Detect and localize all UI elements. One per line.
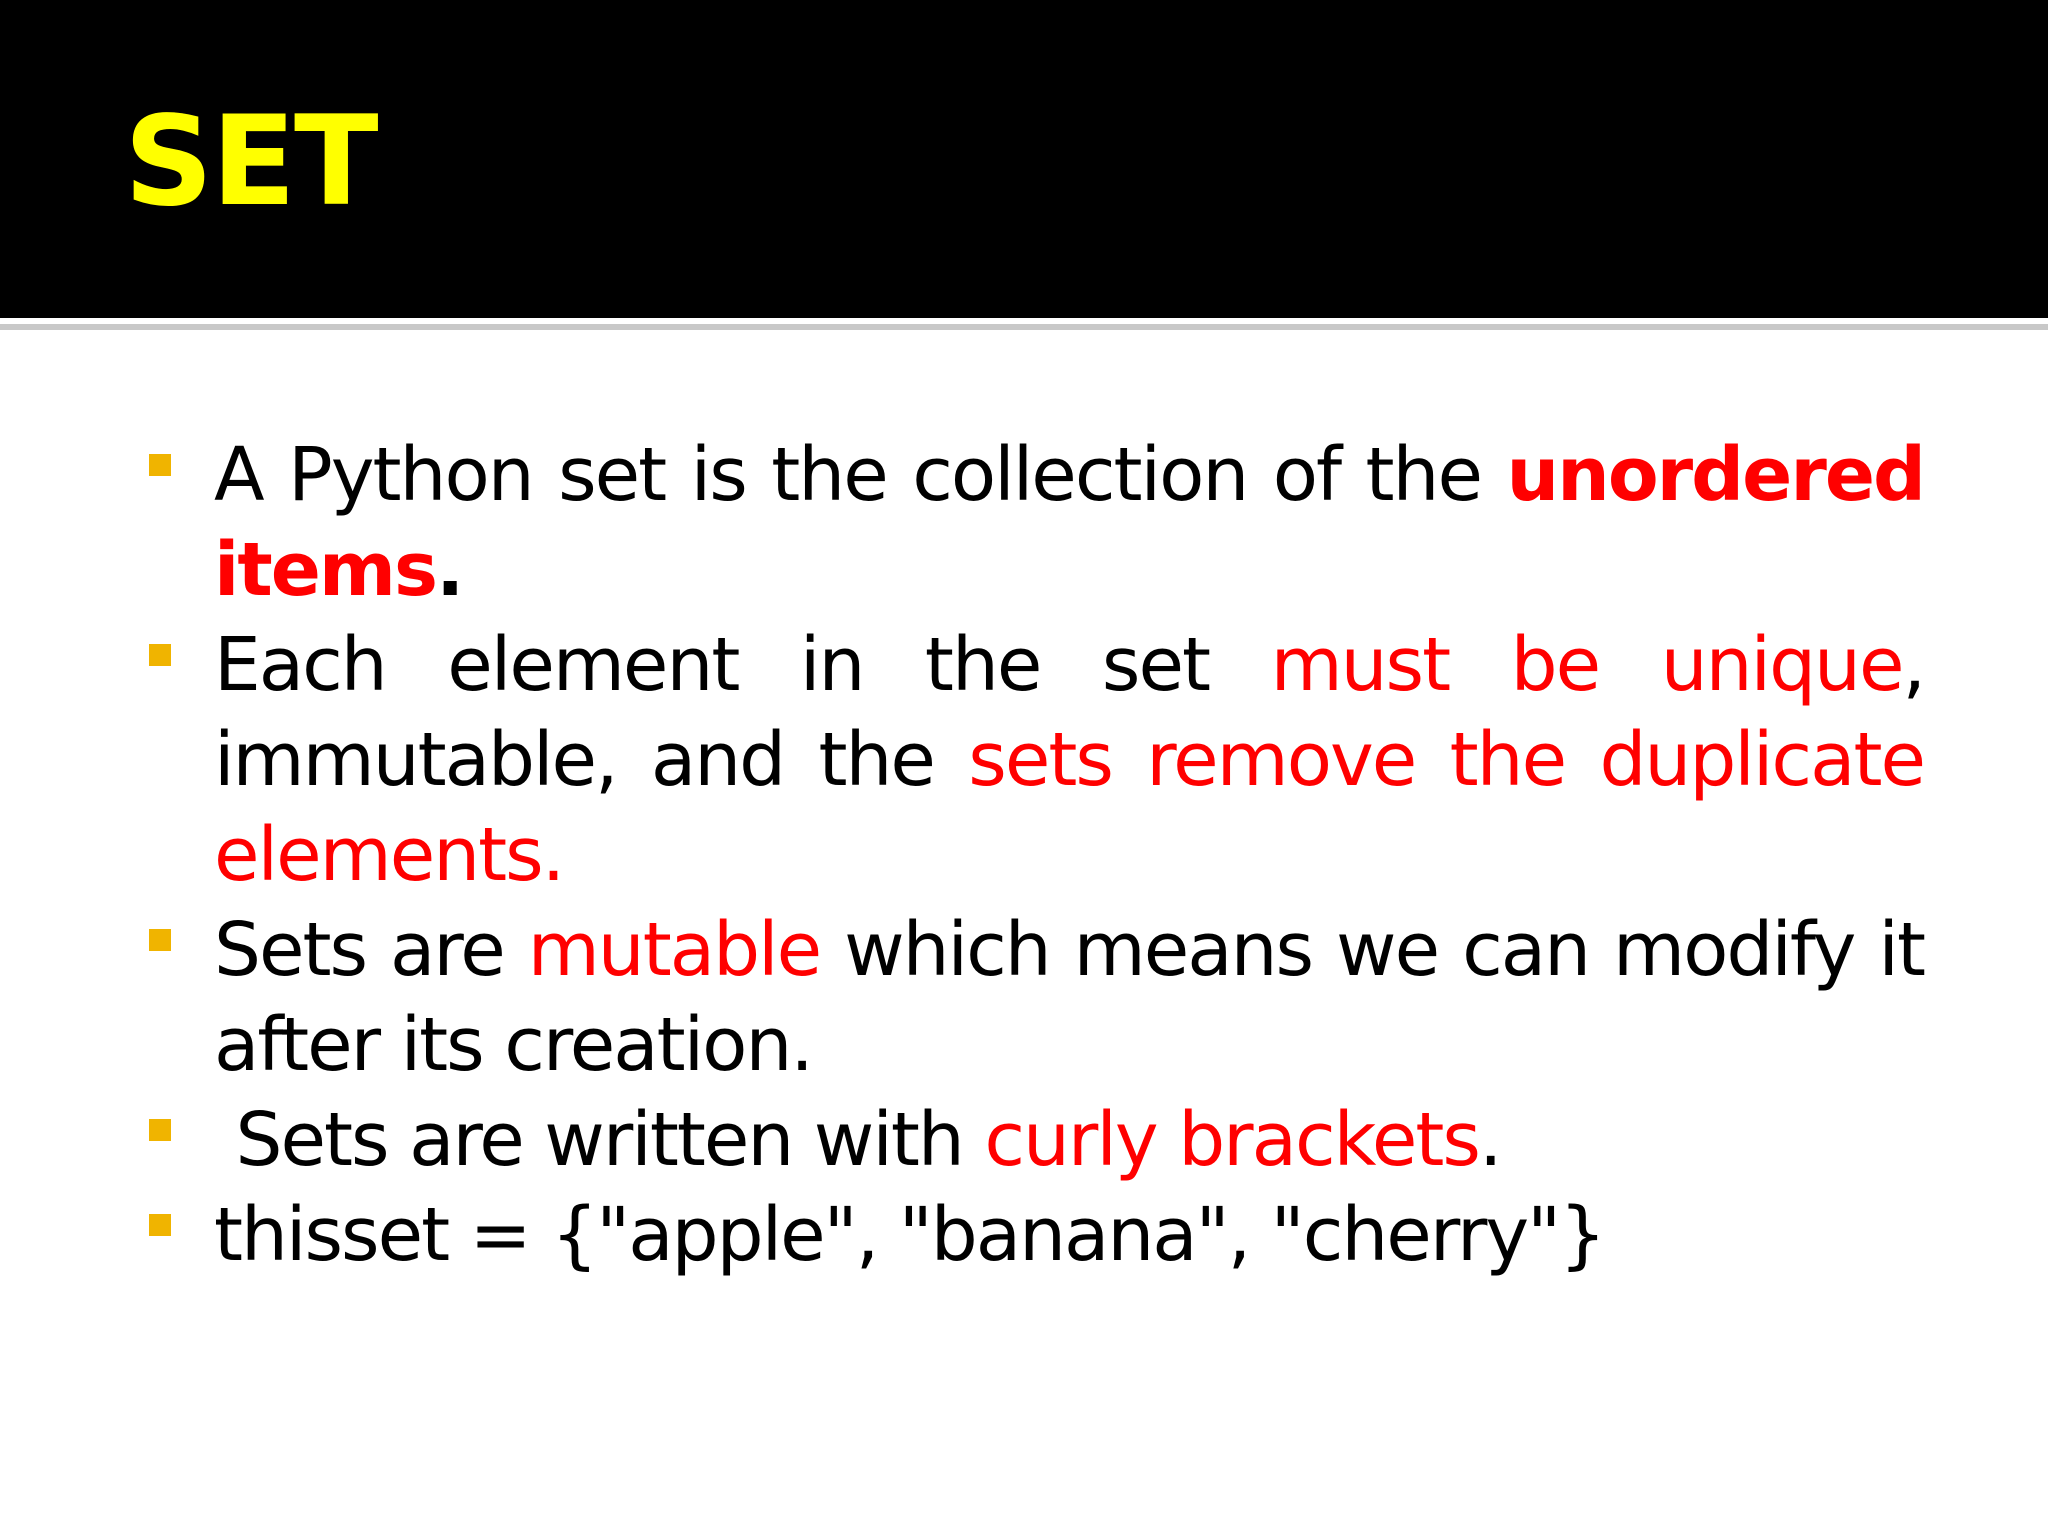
square-bullet-icon <box>149 644 171 666</box>
bullet-text-segment: , immutable, and the <box>214 622 1924 803</box>
bullet-item <box>140 1188 1924 1283</box>
bullet-text-segment: thisset = {"apple", "banana", "cherry"} <box>214 1192 1605 1278</box>
bullet-text-segment: A Python set is the collection of the <box>214 432 1507 518</box>
bullet-text-segment: . <box>1478 1097 1501 1183</box>
square-bullet-icon <box>149 454 171 476</box>
bullet-text-segment: Sets are written with <box>214 1097 985 1183</box>
slide-title: SET <box>124 90 377 234</box>
bullet-text-segment: sets remove the duplicate elements. <box>214 717 1924 898</box>
square-bullet-icon <box>149 1119 171 1141</box>
bullet-text-segment: which means we can modify it after its creation. <box>214 907 1924 1088</box>
bullet-item <box>140 618 1924 903</box>
bullet-text-segment: mutable <box>527 907 821 993</box>
bullet-text-segment: unordered items <box>214 432 1924 613</box>
bullet-text-segment: curly brackets <box>984 1097 1479 1183</box>
square-bullet-icon <box>149 1214 171 1236</box>
bullet-text-segment: . <box>436 527 463 613</box>
bullet-item <box>140 1093 1924 1188</box>
bullet-list <box>140 428 1924 1283</box>
bullet-item <box>140 903 1924 1093</box>
bullet-text-segment: Each element in the set <box>214 622 1271 708</box>
bullet-text-segment: must be unique <box>1270 622 1903 708</box>
title-divider <box>0 324 2048 330</box>
bullet-item <box>140 428 1924 618</box>
square-bullet-icon <box>149 929 171 951</box>
bullet-text-segment: Sets are <box>214 907 528 993</box>
